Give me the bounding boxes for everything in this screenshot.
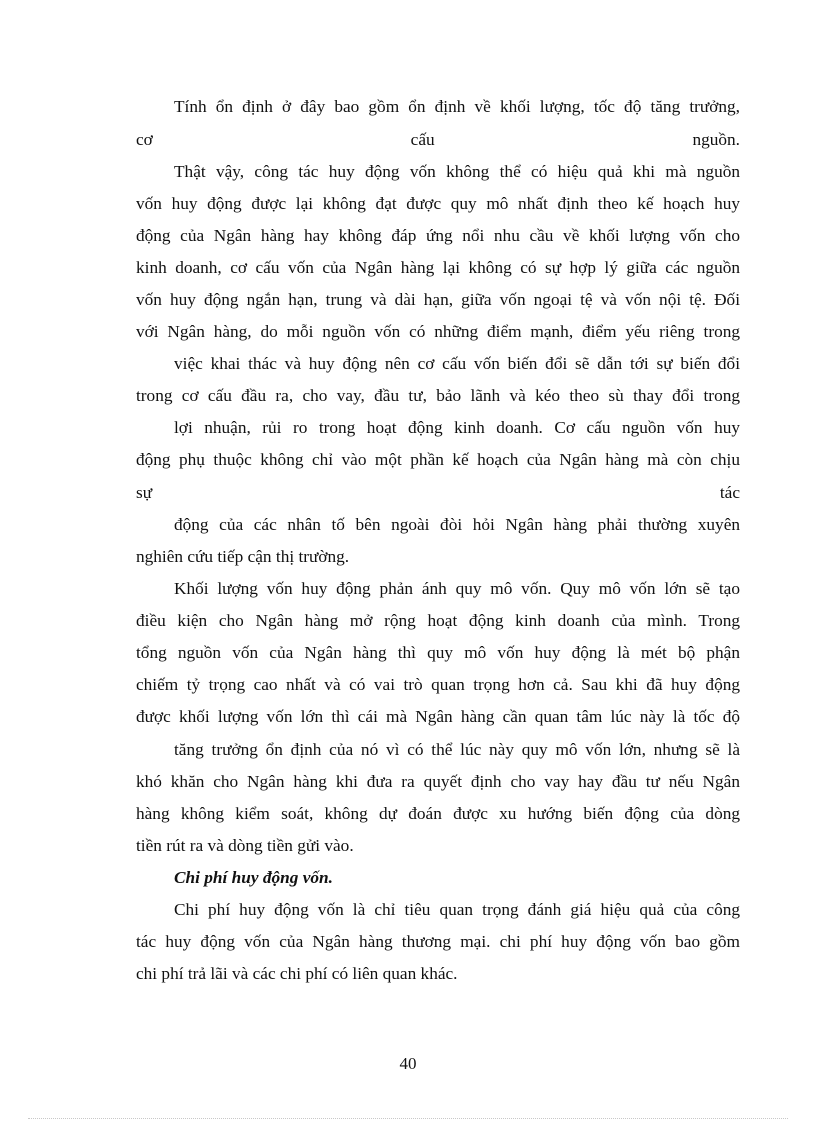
paragraph-line: động phụ thuộc không chỉ vào một phần kế hoạch của Ngân hàng mà còn chịu (136, 450, 740, 469)
paragraph-line: việc khai thác và huy động nên cơ cấu vốn biến đổi sẽ dẫn tới sự biến đổi (174, 354, 740, 373)
paragraph-line: động của Ngân hàng hay không đáp ứng nổi nhu cầu về khối lượng vốn cho (136, 226, 740, 245)
paragraph-line: sự tác (136, 483, 740, 502)
paragraph-line: kinh doanh, cơ cấu vốn của Ngân hàng lại không có sự hợp lý giữa các nguồn (136, 258, 740, 277)
paragraph-line: vốn huy động ngắn hạn, trung và dài hạn, giữa vốn ngoại tệ và vốn nội tệ. Đối (136, 290, 740, 309)
paragraph-line: được khối lượng vốn lớn thì cái mà Ngân hàng cần quan tâm lúc này là tốc độ (136, 707, 740, 726)
paragraph-line: nghiên cứu tiếp cận thị trường. (136, 547, 350, 566)
paragraph-line: với Ngân hàng, do mỗi nguồn vốn có những điểm mạnh, điểm yếu riêng trong (136, 322, 740, 341)
paragraph-line: tác huy động vốn của Ngân hàng thương mại. chi phí huy động vốn bao gồm (136, 932, 740, 951)
page-bottom-divider (28, 1118, 788, 1119)
paragraph-line: khó khăn cho Ngân hàng khi đưa ra quyết định cho vay hay đầu tư nếu Ngân (136, 772, 740, 791)
paragraph-line: chi phí trả lãi và các chi phí có liên quan khác. (136, 964, 458, 983)
section-heading: Chi phí huy động vốn. (174, 868, 333, 887)
paragraph-line: Chi phí huy động vốn là chỉ tiêu quan trọng đánh giá hiệu quả của công (174, 900, 740, 919)
paragraph-line: Khối lượng vốn huy động phản ánh quy mô vốn. Quy mô vốn lớn sẽ tạo (174, 579, 740, 598)
paragraph-line: tiền rút ra và dòng tiền gửi vào. (136, 836, 354, 855)
paragraph-line: trong cơ cấu đầu ra, cho vay, đầu tư, bảo lãnh và kéo theo sù thay đổi trong (136, 386, 740, 405)
paragraph-line: chiếm tỷ trọng cao nhất và có vai trò quan trọng hơn cả. Sau khi đã huy động (136, 675, 740, 694)
paragraph-line: cơ cấu nguồn. (136, 130, 740, 149)
page-number: 40 (399, 1054, 417, 1073)
paragraph-line: vốn huy động được lại không đạt được quy mô nhất định theo kế hoạch huy (136, 194, 740, 213)
paragraph-line: tăng trưởng ổn định của nó vì có thể lúc này quy mô vốn lớn, nhưng sẽ là (174, 740, 740, 759)
paragraph-line: tổng nguồn vốn của Ngân hàng thì quy mô vốn huy động là mét bộ phận (136, 643, 740, 662)
paragraph-line: Thật vậy, công tác huy động vốn không thể có hiệu quả khi mà nguồn (174, 162, 740, 181)
paragraph-line: điều kiện cho Ngân hàng mở rộng hoạt động kinh doanh của mình. Trong (136, 611, 740, 630)
paragraph-line: Tính ổn định ở đây bao gồm ổn định về khối lượng, tốc độ tăng trưởng, (174, 97, 740, 116)
paragraph-line: động của các nhân tố bên ngoài đòi hỏi Ngân hàng phải thường xuyên (174, 515, 740, 534)
paragraph-line: hàng không kiểm soát, không dự đoán được xu hướng biến động của dòng (136, 804, 740, 823)
paragraph-line: lợi nhuận, rủi ro trong hoạt động kinh doanh. Cơ cấu nguồn vốn huy (174, 418, 740, 437)
